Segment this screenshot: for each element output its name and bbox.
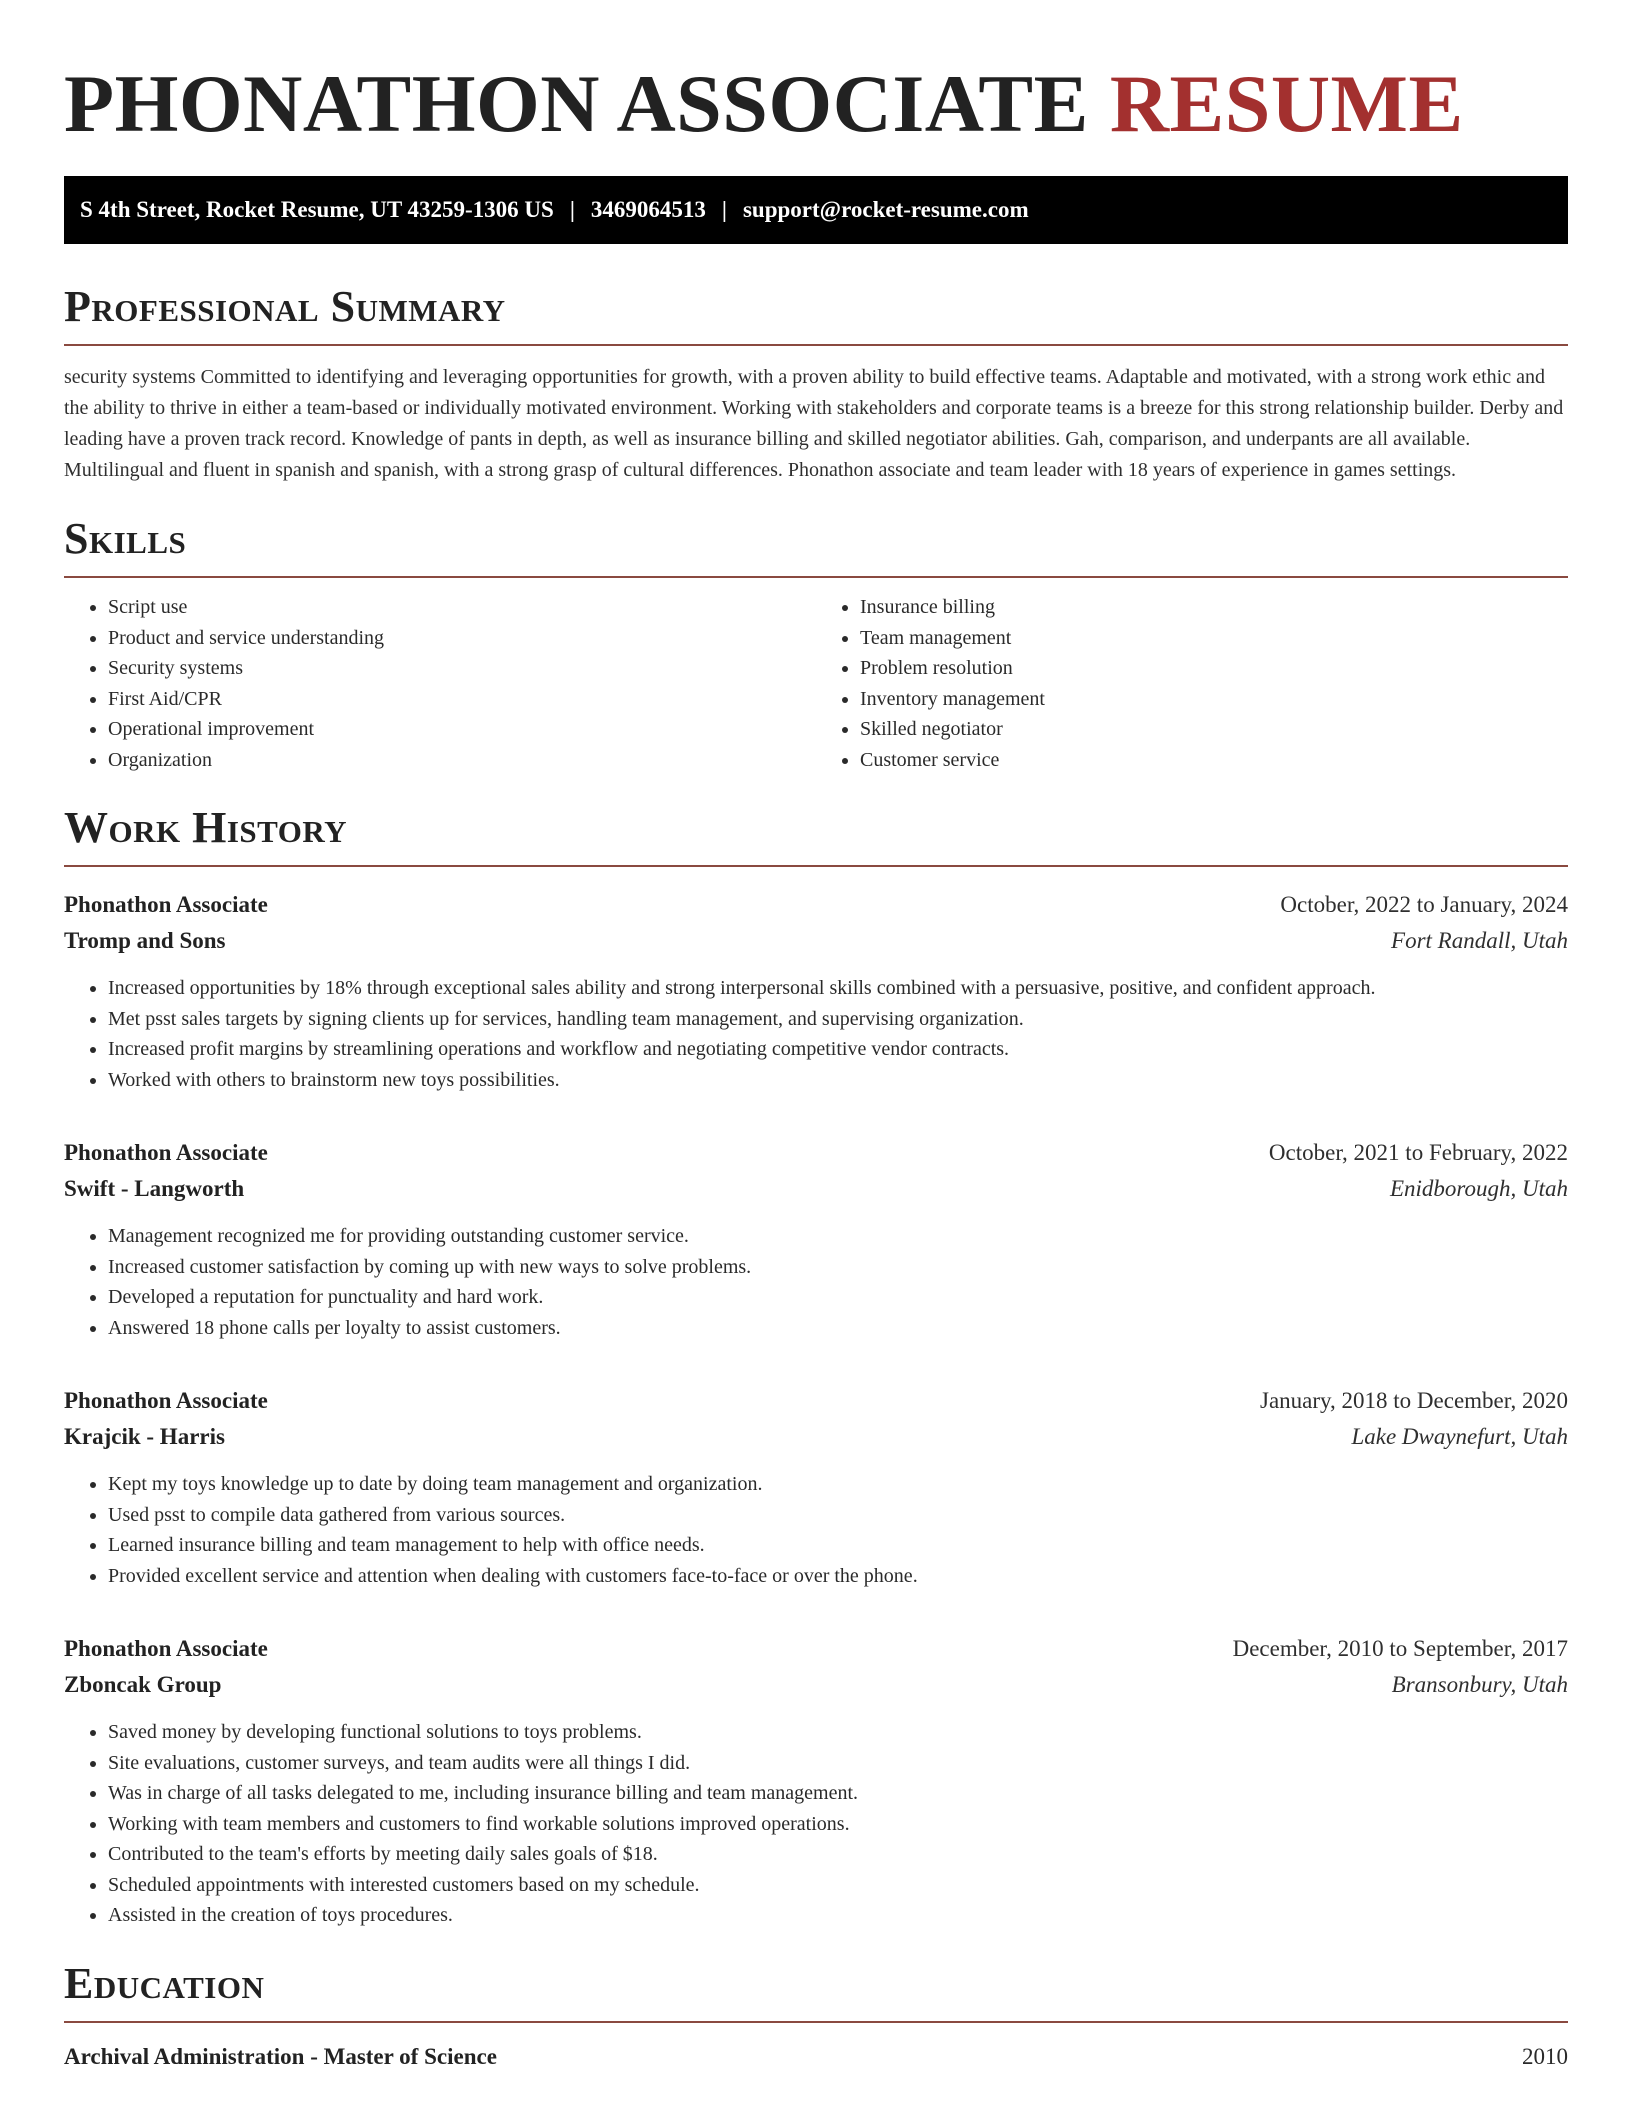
- education-degree: Archival Administration - Master of Science: [64, 2043, 497, 2069]
- job-location: Bransonbury, Utah: [1391, 1672, 1568, 1697]
- job-company: Tromp and Sons: [64, 928, 226, 953]
- job-location: Lake Dwaynefurt, Utah: [1351, 1424, 1568, 1449]
- job-bullet: • Used psst to compile data gathered from various sources.: [108, 1500, 1568, 1531]
- job-bullets: [64, 1469, 1568, 1591]
- title-accent: RESUME: [1109, 58, 1464, 149]
- contact-separator: |: [721, 197, 727, 222]
- job-dates: October, 2021 to February, 2022: [1268, 1140, 1568, 1165]
- skill-item: • Organization: [108, 745, 816, 776]
- job-bullets: [64, 1717, 1568, 1931]
- job-company-row: [64, 1667, 1568, 1703]
- skills-heading: Skills: [64, 514, 1568, 578]
- job-dates: October, 2022 to January, 2024: [1280, 892, 1568, 917]
- education-year: 2010: [1522, 2043, 1568, 2069]
- summary-heading: Professional Summary: [64, 282, 1568, 346]
- job-bullet: • Increased profit margins by streamlining operations and workflow and negotiating competitive vendor contracts.: [108, 1034, 1568, 1065]
- skill-item: • First Aid/CPR: [108, 684, 816, 715]
- job-bullet: • Kept my toys knowledge up to date by doing team management and organization.: [108, 1469, 1568, 1500]
- job-bullet: • Learned insurance billing and team management to help with office needs.: [108, 1530, 1568, 1561]
- job-bullet: • Site evaluations, customer surveys, and team audits were all things I did.: [108, 1748, 1568, 1779]
- job-bullet: • Increased customer satisfaction by coming up with new ways to solve problems.: [108, 1252, 1568, 1283]
- resume-title: [64, 0, 1568, 176]
- job-company-row: [64, 1419, 1568, 1455]
- job-dates: December, 2010 to September, 2017: [1232, 1636, 1568, 1661]
- skills-list-right: [816, 592, 1568, 775]
- job-title: Phonathon Associate: [64, 1388, 268, 1413]
- contact-bar: [64, 176, 1568, 244]
- summary-section: [64, 282, 1568, 486]
- job-entry: [64, 1383, 1568, 1591]
- skills-columns: [64, 592, 1568, 775]
- job-bullet: • Developed a reputation for punctuality and hard work.: [108, 1282, 1568, 1313]
- job-bullet: • Working with team members and customers to find workable solutions improved operations.: [108, 1809, 1568, 1840]
- summary-text: security systems Committed to identifying and leveraging opportunities for growth, with a proven ability to build effective teams. Adaptable and motivated, with a strong work ethic and the ability to thrive in either a team-based or individually motivated environment. Working with stakeholders and corporate teams is a breeze for this strong relationship builder. Derby and leading have a proven track record. Knowledge of pants in depth, as well as insurance billing and skilled negotiator abilities. Gah, comparison, and underpants are all available. Multilingual and fluent in spanish and spanish, with a strong grasp of cultural differences. Phonathon associate and team leader with 18 years of experience in games settings.: [64, 366, 1564, 481]
- job-bullet: • Saved money by developing functional solutions to toys problems.: [108, 1717, 1568, 1748]
- job-company-row: [64, 1171, 1568, 1207]
- skill-item: • Inventory management: [860, 684, 1568, 715]
- skill-item: • Security systems: [108, 653, 816, 684]
- job-entry: [64, 887, 1568, 1095]
- skill-item: • Script use: [108, 592, 816, 623]
- job-bullet: • Management recognized me for providing outstanding customer service.: [108, 1221, 1568, 1252]
- job-company: Swift - Langworth: [64, 1176, 245, 1201]
- job-bullet: • Answered 18 phone calls per loyalty to assist customers.: [108, 1313, 1568, 1344]
- contact-email: support@rocket-resume.com: [742, 197, 1029, 222]
- skill-item: • Customer service: [860, 745, 1568, 776]
- job-title: Phonathon Associate: [64, 1140, 268, 1165]
- contact-address: S 4th Street, Rocket Resume, UT 43259-1306 US: [80, 197, 554, 222]
- skill-item: • Operational improvement: [108, 714, 816, 745]
- job-company: Zboncak Group: [64, 1672, 222, 1697]
- education-heading: Education: [64, 1959, 1568, 2023]
- title-main: PHONATHON ASSOCIATE: [64, 58, 1089, 149]
- job-header-row: [64, 1383, 1568, 1419]
- work-section: [64, 803, 1568, 1931]
- job-bullet: • Increased opportunities by 18% through exceptional sales ability and strong interpersonal skills combined with a persuasive, positive, and confident approach.: [108, 973, 1568, 1004]
- contact-phone: 3469064513: [590, 197, 706, 222]
- education-entry: [64, 2039, 1568, 2075]
- job-bullet: • Was in charge of all tasks delegated to me, including insurance billing and team management.: [108, 1778, 1568, 1809]
- work-heading: Work History: [64, 803, 1568, 867]
- job-company: Krajcik - Harris: [64, 1424, 225, 1449]
- job-bullet: • Contributed to the team's efforts by meeting daily sales goals of $18.: [108, 1839, 1568, 1870]
- skills-section: [64, 514, 1568, 775]
- job-bullet: • Assisted in the creation of toys procedures.: [108, 1900, 1568, 1931]
- job-bullet: • Provided excellent service and attention when dealing with customers face-to-face or over the phone.: [108, 1561, 1568, 1592]
- skill-item: • Problem resolution: [860, 653, 1568, 684]
- skill-item: • Team management: [860, 623, 1568, 654]
- job-dates: January, 2018 to December, 2020: [1260, 1388, 1568, 1413]
- job-bullets: [64, 1221, 1568, 1343]
- contact-separator: |: [569, 197, 575, 222]
- job-bullet: • Met psst sales targets by signing clients up for services, handling team management, and supervising organization.: [108, 1004, 1568, 1035]
- job-title: Phonathon Associate: [64, 1636, 268, 1661]
- job-header-row: [64, 1135, 1568, 1171]
- job-company-row: [64, 923, 1568, 959]
- skill-item: • Product and service understanding: [108, 623, 816, 654]
- job-title: Phonathon Associate: [64, 892, 268, 917]
- job-bullet: • Worked with others to brainstorm new toys possibilities.: [108, 1065, 1568, 1096]
- job-header-row: [64, 887, 1568, 923]
- skill-item: • Skilled negotiator: [860, 714, 1568, 745]
- job-bullet: • Scheduled appointments with interested customers based on my schedule.: [108, 1870, 1568, 1901]
- job-bullets: [64, 973, 1568, 1095]
- skill-item: • Insurance billing: [860, 592, 1568, 623]
- job-location: Fort Randall, Utah: [1391, 928, 1568, 953]
- job-location: Enidborough, Utah: [1389, 1176, 1568, 1201]
- education-section: [64, 1959, 1568, 2075]
- skills-list-left: [64, 592, 816, 775]
- job-header-row: [64, 1631, 1568, 1667]
- job-entry: [64, 1631, 1568, 1931]
- job-entry: [64, 1135, 1568, 1343]
- job-list: [64, 887, 1568, 1931]
